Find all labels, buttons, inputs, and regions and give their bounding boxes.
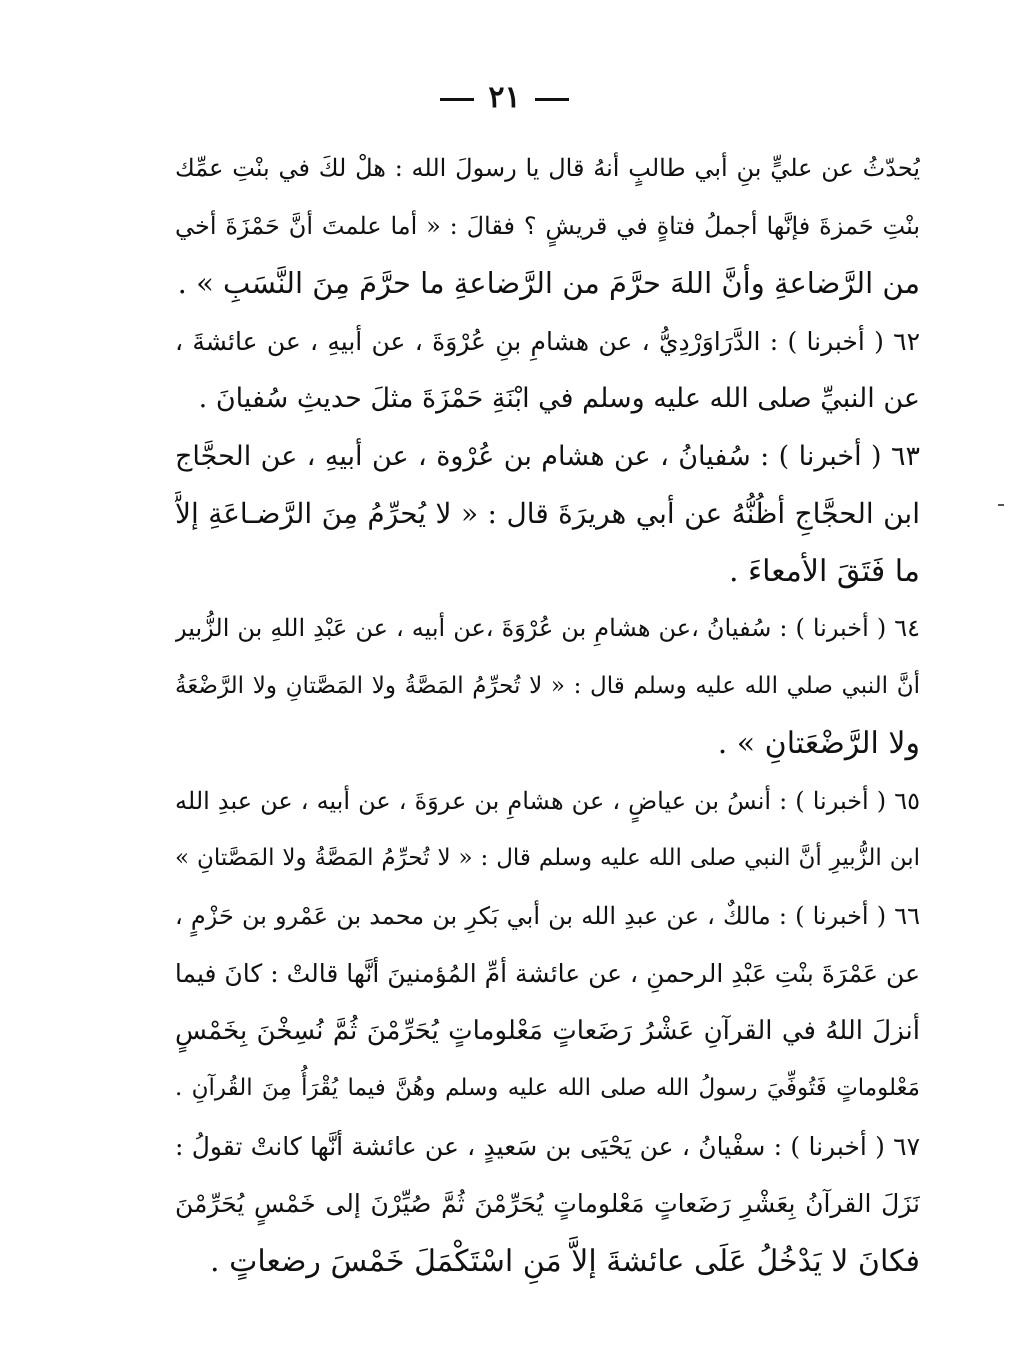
text-line: عن عَمْرَةَ بنْتِ عَبْدِ الرحمنِ ، عن عائشة أمِّ المُؤمنينَ أنَّها قالتْ : كانَ فيما (175, 959, 920, 988)
text-line: من الرَّضاعةِ وأنَّ اللهَ حرَّمَ من الرَّضاعةِ ما حرَّمَ مِنَ النَّسَبِ » . (177, 266, 920, 300)
text-line: نَزَلَ القرآنُ بِعَشْرِ رَضَعاتٍ مَعْلوماتٍ يُحَرِّمْنَ ثُمَّ صُيِّرْنَ إلى خَمْسٍ يُحَرِّمْنَ (175, 1189, 920, 1218)
text-line: ابن الزُّبيرِ أنَّ النبي صلى الله عليه وسلم قال : « لا تُحرِّمُ المَصَّةُ ولا المَصَّتانِ » (175, 845, 920, 871)
text-line: ابن الحجَّاجِ أظُنُّهُ عن أبي هريرَةَ قال : « لا يُحرِّمُ مِنَ الرَّضـاعَةِ إلاَّ (175, 497, 920, 530)
page-number-header (0, 80, 1009, 115)
text-line: ولا الرَّضْعَتانِ » . (717, 726, 920, 761)
margin-mark (998, 504, 1004, 506)
text-line: عن النبيِّ صلى الله عليه وسلم في ابْنَةِ حَمْزَةَ مثلَ حديثِ سُفيانَ . (198, 383, 920, 414)
page-number: ٢١ (488, 80, 521, 115)
header-dash-right (535, 98, 569, 101)
text-line: ٦٦ ( أخبرنا ) : مالكٌ ، عن عبدِ الله بن أبي بَكرِ بن محمد بن عَمْرو بن حَزْمٍ ، (175, 901, 920, 930)
text-line: ما فَتَقَ الأمعاءَ . (728, 553, 920, 589)
text-line: مَعْلوماتٍ فَتُوفِّيَ رسولُ الله صلى الله عليه وسلم وهُنَّ فيما يُقْرَأُ مِنَ القُرآنِ . (175, 1075, 920, 1101)
text-line: ٦٥ ( أخبرنا ) : أنسُ بن عياضٍ ، عن هشامِ بن عروَةَ ، عن أبيه ، عن عبدِ الله (175, 786, 920, 815)
page-text (175, 140, 920, 1290)
text-line: ٦٣ ( أخبرنا ) : سُفيانُ ، عن هشام بن عُرْوة ، عن أبيهِ ، عن الحجَّاج (175, 440, 920, 472)
text-line: بنْتِ حَمزةَ فإنَّها أجملُ فتاةٍ في قريشٍ ؟ فقالَ : « أما علمتَ أنَّ حَمْزَةَ أخي (175, 211, 920, 240)
text-line: فكانَ لا يَدْخُلُ عَلَى عائشةَ إلاَّ مَنِ اسْتَكْمَلَ خَمْسَ رضعاتٍ . (210, 1243, 920, 1279)
text-line: يُحدّثُ عن عليٍّ بنِ أبي طالبٍ أنهُ قال يا رسولَ الله : هلْ لكَ في بنْتِ عمِّك (175, 154, 920, 182)
text-line: ٦٤ ( أخبرنا ) : سُفيانُ ،عن هشامِ بن عُرْوَةَ ،عن أبيه ، عن عَبْدِ اللهِ بن الزُّبير (175, 614, 920, 642)
text-line: ٦٧ ( أخبرنا ) : سفْيانُ ، عن يَحْيَى بن سَعيدٍ ، عن عائشة أنَّها كانتْ تقولُ : (175, 1131, 920, 1161)
text-line: أنَّ النبي صلي الله عليه وسلم قال : « لا تُحرِّمُ المَصَّةُ ولا المَصَّتانِ ولا الرَّضْعَةُ (175, 672, 920, 699)
text-line: ٦٢ ( أخبرنا ) : الدَّرَاوَرْدِيُّ ، عن هشامِ بنِ عُرْوَةَ ، عن أبيهِ ، عن عائشةَ ، (175, 326, 920, 356)
text-line: أنزلَ اللهُ في القرآنِ عَشْرُ رَضَعاتٍ مَعْلوماتٍ يُحَرِّمْنَ ثُمَّ نُسِخْنَ بِخَمْسٍ (175, 1015, 920, 1046)
header-dash-left (440, 98, 474, 101)
